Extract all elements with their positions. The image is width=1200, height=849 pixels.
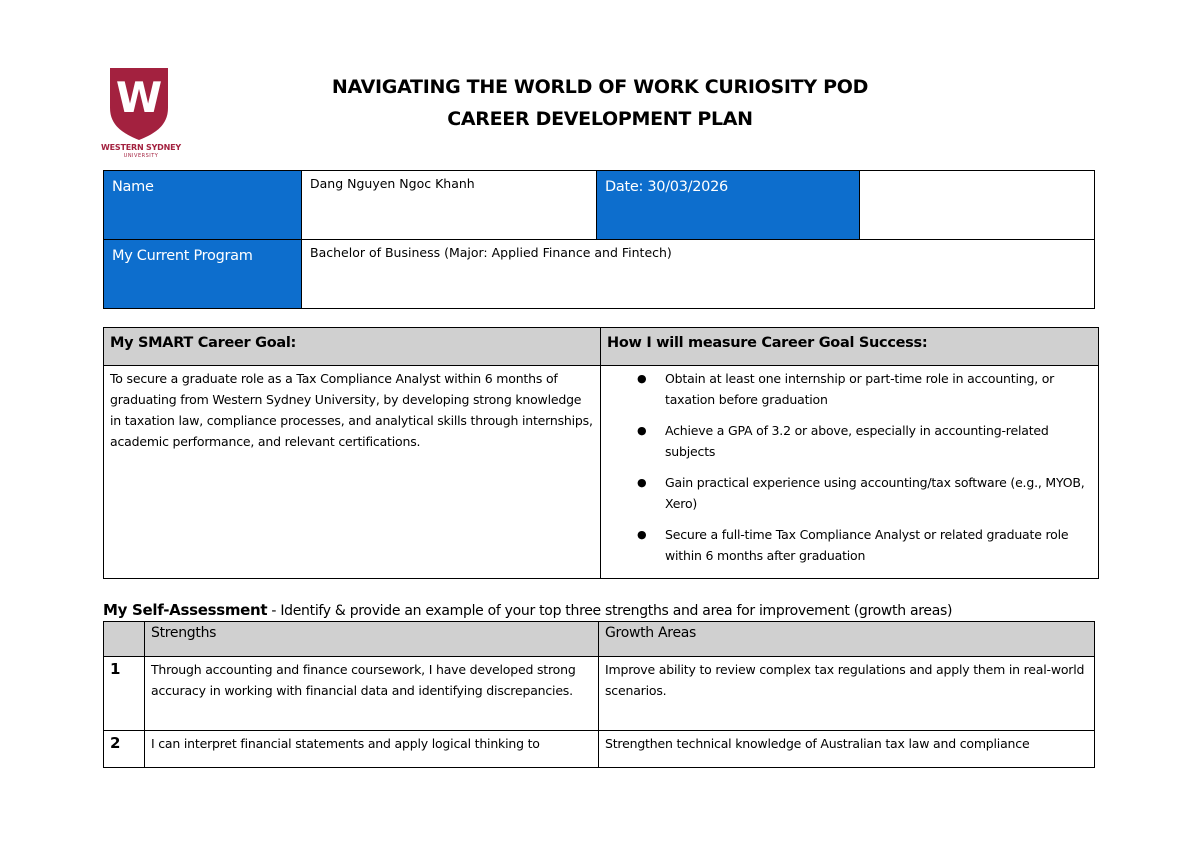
info-table: [103, 170, 1095, 309]
date-value[interactable]: [860, 171, 1095, 240]
name-value[interactable]: Dang Nguyen Ngoc Khanh: [302, 171, 597, 240]
measure-cell[interactable]: [601, 366, 1099, 579]
measure-header: How I will measure Career Goal Success:: [601, 328, 1099, 366]
strength-cell[interactable]: Through accounting and finance coursework, I have developed strong accuracy in working with financial data and identifying discrepancies.: [145, 657, 599, 731]
page-title: NAVIGATING THE WORLD OF WORK CURIOSITY POD: [331, 76, 869, 98]
smart-header-row: [104, 328, 1099, 366]
self-assessment-heading: [103, 601, 952, 619]
self-assessment-instructions: - Identify & provide an example of your top three strengths and area for improvement (growth areas): [267, 603, 953, 619]
growth-cell[interactable]: Improve ability to review complex tax regulations and apply them in real-world scenarios.: [599, 657, 1095, 731]
smart-body-row: [104, 366, 1099, 579]
page-subtitle: CAREER DEVELOPMENT PLAN: [447, 108, 753, 130]
info-row-program: [104, 240, 1095, 309]
row-number: 1: [104, 657, 145, 731]
logo-letter: W: [115, 73, 163, 122]
strength-cell[interactable]: I can interpret financial statements and apply logical thinking to: [145, 731, 599, 768]
self-assessment-title: My Self-Assessment: [103, 601, 268, 619]
measure-list: [607, 368, 1092, 566]
name-label: Name: [104, 171, 302, 240]
smart-goal-text[interactable]: To secure a graduate role as a Tax Compliance Analyst within 6 months of graduating from Western Sydney University, by developing strong knowledge in taxation law, compliance processes, and analytical skills through internships, academic performance, and relevant certifications.: [104, 366, 601, 579]
self-assessment-header-row: [104, 622, 1095, 657]
row-number-header: [104, 622, 145, 657]
row-number: 2: [104, 731, 145, 768]
logo-subword: UNIVERSITY: [123, 153, 159, 159]
growth-cell[interactable]: Strengthen technical knowledge of Australian tax law and compliance: [599, 731, 1095, 768]
program-value[interactable]: Bachelor of Business (Major: Applied Finance and Fintech): [302, 240, 1095, 309]
self-assessment-table: [103, 621, 1095, 768]
smart-goal-table: [103, 327, 1099, 579]
date-label: Date: 30/03/2026: [597, 171, 860, 240]
list-item: ● Secure a full-time Tax Compliance Analyst or related graduate role within 6 months after graduation: [637, 524, 1092, 566]
growth-areas-header: Growth Areas: [599, 622, 1095, 657]
list-item: ● Gain practical experience using accounting/tax software (e.g., MYOB, Xero): [637, 472, 1092, 514]
program-label: My Current Program: [104, 240, 302, 309]
shield-logo-icon: [110, 68, 168, 140]
list-item: ● Obtain at least one internship or part-time role in accounting, or taxation before graduation: [637, 368, 1092, 410]
table-row: [104, 657, 1095, 731]
list-item: ● Achieve a GPA of 3.2 or above, especially in accounting-related subjects: [637, 420, 1092, 462]
university-logo: [100, 68, 182, 164]
table-row: [104, 731, 1095, 768]
logo-wordmark: WESTERN SYDNEY: [101, 143, 181, 152]
strengths-header: Strengths: [145, 622, 599, 657]
info-row-name: [104, 171, 1095, 240]
smart-goal-header: My SMART Career Goal:: [104, 328, 601, 366]
